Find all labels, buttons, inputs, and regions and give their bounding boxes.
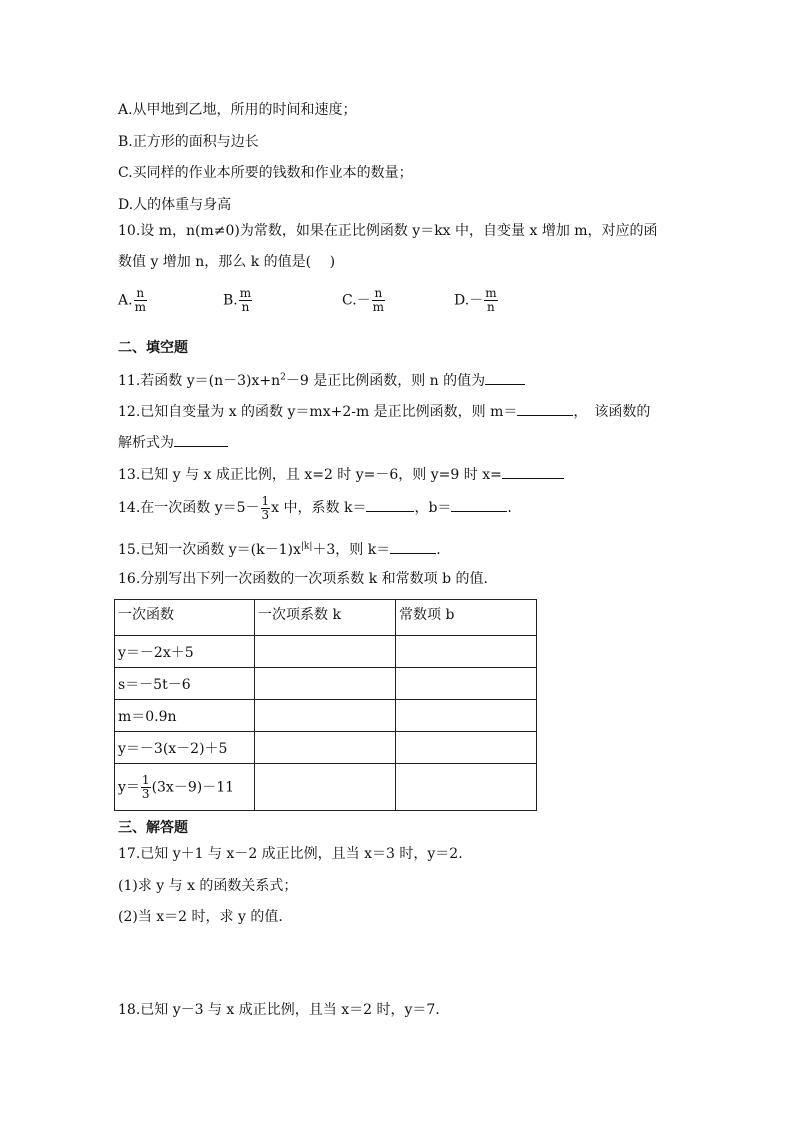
q9-option-a: A.从甲地到乙地，所用的时间和速度； [118,102,357,118]
table-row [115,668,537,700]
q9-option-d: D.人的体重与身高 [118,197,232,213]
q16-text: 16.分别写出下列一次函数的一次项系数 k 和常数项 b 的值. [118,571,488,587]
q10-option-b: B. $\frac{m}{n}$ [223,286,252,314]
q14: 14.在一次函数 y＝5－ $\frac{1}{3}$ x 中，系数 k＝ ，b＝ . [118,493,512,522]
answer-blank[interactable] [451,497,507,512]
function-cell: m＝0.9n [115,700,255,732]
q10-option-d: D.－ $\frac{m}{n}$ [454,286,497,314]
q16-table [114,599,537,811]
table-row [115,732,537,764]
answer-blank[interactable] [502,464,564,479]
q11: 11.若函数 $y=(n-3)x+n^2-9$ 是正比例函数，则 n 的值为 [118,370,525,391]
q17-text: 17.已知 y＋1 与 x－2 成正比例，且当 x＝3 时，y＝2. [118,846,463,862]
q17-part-2: (2)当 x＝2 时，求 y 的值. [118,909,283,925]
b-answer-cell[interactable] [396,764,537,811]
header-coefficient-k: 一次项系数 k [255,600,396,636]
q10-line-2: 数值 y 增加 n，那么 k 的值是( ) [118,254,336,270]
q10-line-1: 10.设 m，n(m≠0)为常数，如果在正比例函数 y＝kx 中，自变量 x 增加 m，对应的函 [118,223,658,239]
function-cell: y＝－3(x－2)＋5 [115,732,255,764]
table-row [115,700,537,732]
b-answer-cell[interactable] [396,636,537,668]
answer-blank[interactable] [485,370,525,385]
b-answer-cell[interactable] [396,732,537,764]
q9-option-c: C.买同样的作业本所要的钱数和作业本的数量； [118,165,413,181]
answer-blank[interactable] [517,401,573,416]
b-answer-cell[interactable] [396,700,537,732]
answer-blank[interactable] [366,497,414,512]
k-answer-cell[interactable] [255,764,396,811]
q10-option-c: C.－ $\frac{n}{m}$ [342,286,385,314]
answer-blank[interactable] [174,432,228,447]
table-header-row [115,600,537,636]
q15: 15.已知一次函数 $y=(k-1)x^{|k|}+3$，则 k＝ . [118,539,441,560]
q10-option-a: A. $\frac{n}{m}$ [118,286,146,314]
function-cell: y＝ $\frac{1}{3}$ (3x－9)－11 [115,764,255,811]
function-cell: s＝－5t－6 [115,668,255,700]
table-row [115,636,537,668]
table-row [115,764,537,811]
k-answer-cell[interactable] [255,668,396,700]
q13: 13.已知 y 与 x 成正比例，且 x=2 时 y=－6，则 y=9 时 x= [118,464,564,485]
q18-text: 18.已知 y－3 与 x 成正比例，且当 x＝2 时，y＝7. [118,1002,440,1018]
header-function: 一次函数 [115,600,255,636]
k-answer-cell[interactable] [255,732,396,764]
q17-part-1: (1)求 y 与 x 的函数关系式； [118,878,298,894]
section-3-heading: 三、解答题 [118,820,188,836]
k-answer-cell[interactable] [255,636,396,668]
answer-blank[interactable] [390,539,436,554]
q12-line-2: 解析式为 [118,432,228,453]
q9-option-b: B.正方形的面积与边长 [118,134,259,150]
q12-line-1: 12.已知自变量为 x 的函数 y＝mx+2-m 是正比例函数，则 m＝ ， 该函数的 [118,401,650,422]
q10-options [118,284,518,324]
function-cell: y＝－2x＋5 [115,636,255,668]
k-answer-cell[interactable] [255,700,396,732]
b-answer-cell[interactable] [396,668,537,700]
section-2-heading: 二、填空题 [118,340,188,356]
header-constant-b: 常数项 b [396,600,537,636]
